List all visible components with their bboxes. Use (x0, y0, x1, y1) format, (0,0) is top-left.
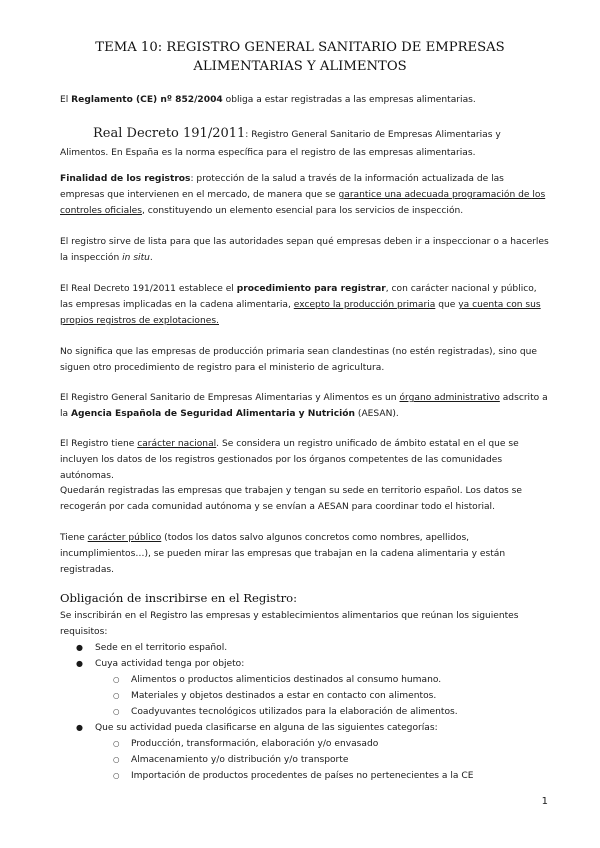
title-line-2: ALIMENTARIAS Y ALIMENTOS (193, 59, 407, 74)
paragraph-reglamento: El Reglamento (CE) nº 852/2004 obliga a estar registradas a las empresas alimentarias. (60, 95, 476, 105)
paragraph-produccion-primaria: No significa que las empresas de producción primaria sean clandestinas (no estén registradas), sino que siguen otro procedimiento de registro para el ministerio de agricultura. (60, 347, 537, 373)
list-subitem: Almacenamiento y/o distribución y/o transporte (131, 755, 349, 765)
bullet-icon: ● (76, 659, 83, 668)
section-intro: Se inscribirán en el Registro las empresas y establecimientos alimentarios que reúnan los siguientes requisitos: (60, 611, 519, 637)
list-item: Sede en el territorio español. (95, 643, 228, 653)
paragraph-real-decreto: Real Decreto 191/2011: Registro General Sanitario de Empresas Alimentarias y Alimentos. En España es la norma específica para el registro de las empresas alimentarias. (60, 126, 501, 158)
list-subitem: Coadyuvantes tecnológicos utilizados para la elaboración de alimentos. (131, 707, 458, 717)
list-subitem: Importación de productos procedentes de países no pertenecientes a la CE (131, 771, 474, 781)
real-decreto-heading: Real Decreto 191/2011 (93, 126, 246, 141)
list-subitem: Producción, transformación, elaboración y/o envasado (131, 739, 379, 749)
bullet-icon: ● (76, 723, 83, 732)
paragraph-territorio: Quedarán registradas las empresas que trabajen y tengan su sede en territorio español. Los datos se recogerán por cada comunidad autónoma y se envían a AESAN para coordinar todo el historial. (60, 486, 523, 512)
sub-bullet-icon: ○ (113, 755, 120, 764)
sub-bullet-icon: ○ (113, 691, 120, 700)
sub-bullet-icon: ○ (113, 707, 120, 716)
list-subitem: Alimentos o productos alimenticios destinados al consumo humano. (131, 675, 442, 685)
bullet-icon: ● (76, 643, 83, 652)
paragraph-organo: El Registro General Sanitario de Empresas Alimentarias y Alimentos es un órgano administrativo adscrito a la Agencia Española de Seguridad Alimentaria y Nutrición (AESAN). (60, 393, 548, 419)
list-item: Que su actividad pueda clasificarse en alguna de las siguientes categorías: (95, 723, 438, 733)
paragraph-caracter-nacional: El Registro tiene carácter nacional. Se considera un registro unificado de ámbito estatal en el que se incluyen los datos de los registros gestionados por los órganos competentes de las comunidades autónomas. (60, 439, 519, 481)
list-item: Cuya actividad tenga por objeto: (95, 659, 245, 669)
title-line-1: TEMA 10: REGISTRO GENERAL SANITARIO DE EMPRESAS (95, 40, 505, 55)
sub-bullet-icon: ○ (113, 675, 120, 684)
list-subitem: Materiales y objetos destinados a estar en contacto con alimentos. (131, 691, 437, 701)
page-number: 1 (541, 796, 548, 807)
paragraph-lista: El registro sirve de lista para que las autoridades sepan qué empresas deben ir a inspeccionar o a hacerles la inspección in situ. (60, 237, 549, 263)
sub-bullet-icon: ○ (113, 771, 120, 780)
paragraph-caracter-publico: Tiene carácter público (todos los datos salvo algunos concretos como nombres, apellidos, incumplimientos…), se pueden mirar las empresas que trabajan en la cadena alimentaria y están registradas. (60, 533, 506, 575)
section-heading: Obligación de inscribirse en el Registro: (60, 591, 298, 605)
paragraph-finalidad: Finalidad de los registros: protección de la salud a través de la información actualizada de las empresas que intervienen en el mercado, de manera que se garantice una adecuada programación de los controles oficiales, constituyendo un elemento esencial para los servicios de inspección. (60, 174, 546, 216)
document-title (0, 38, 600, 76)
paragraph-procedimiento: El Real Decreto 191/2011 establece el procedimiento para registrar, con carácter nacional y público, las empresas implicadas en la cadena alimentaria, excepto la producción primaria que ya cuenta con sus propios registros de explotaciones. (60, 284, 541, 326)
sub-bullet-icon: ○ (113, 739, 120, 748)
